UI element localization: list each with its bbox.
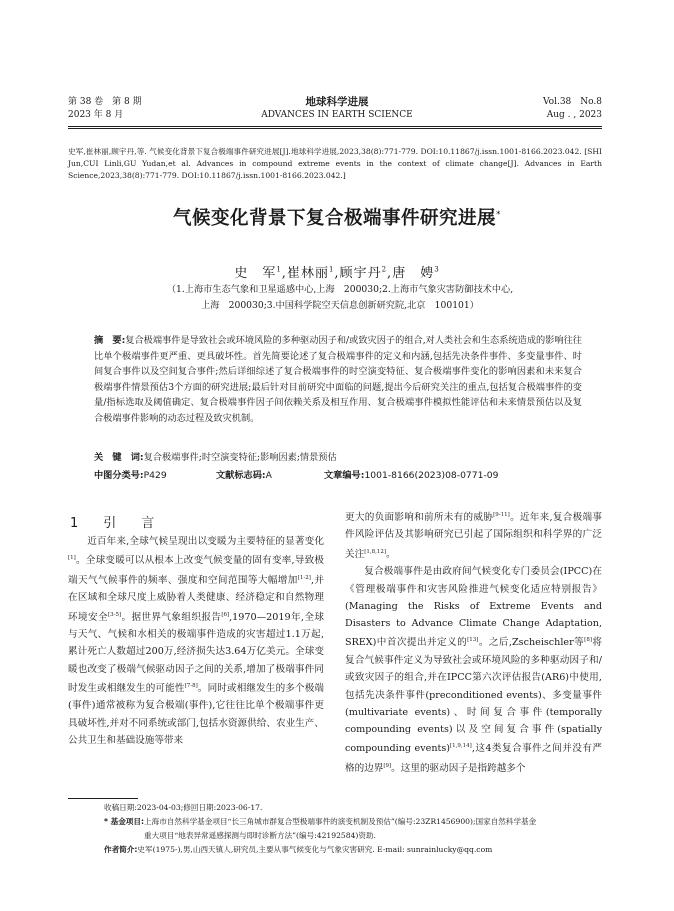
footnote-rule [68,798,138,799]
reference-mark: [1,8,12] [364,548,386,555]
author-affiliation-mark: 3 [434,265,440,274]
body-text: 。近年来,复合极端事件风险评估及其影响研究已引起了国际组织和科学界的广泛关注 [345,512,602,560]
author-bio-label: 作者简介: [104,845,138,854]
body-text: 将复合气候事件定义为导致社会或环境风险的多种驱动因子和/或致灾因子的组合,并在IPCC第六次评估报告(AR6)中使用,包括先决条件事件(preconditioned events)、多变量事件(multivariate events)、时间复合事件(temporally compounding events)以及空间复合事件(spatially compounding events) [345,637,603,755]
keywords-label: 关 键 词: [94,452,144,463]
body-text: 。据世界气象组织报告 [121,611,222,623]
affiliations [120,282,560,314]
reference-mark: [13] [467,637,479,644]
abstract-text: 复合极端事件是导致社会或环境风险的多种驱动因子和/或致灾因子的组合,对人类社会和生态系统造成的影响往往比单个极端事件更严重、更具破坏性。首先简要论述了复合极端事件的定义和内涵,包括先决条件事件、多变量事件、时间复合事件以及空间复合事件;然后详细综述了复合极端事件的时空演变特征、复合极端事件变化的影响因素和未来复合极端事件情景预估3个方面的研究进展;最后针对目前研究中面临的问题,提出今后研究关注的重点,包括复合极端事件的变量/指标选取及阈值确定、复合极端事件因子间依赖关系及相互作用、复合极端事件模拟性能评估和未来情景预估以及复合极端事件影响的动态过程及致灾机制。 [94,335,582,424]
author-bio-text: 史军(1975-),男,山西天镇人,研究员,主要从事气候变化与气象灾害研究. E-mail: sunrainlucky@qq.com [137,845,493,854]
author-bio [104,843,602,857]
volume-line-en: Vol.38 No.8 [542,97,602,107]
body-text: 。全球变暖可以从根本上改变气候变量的固有变率,导致极端天气气候事件的频率、强度和空间范围等大幅增加 [68,555,324,586]
reference-mark: [3-5] [107,611,122,618]
body-paragraph [345,563,602,777]
body-text: ,这4类复合事件之间并没有严格的边界 [345,743,602,775]
body-text: ,1970—2019年,全球与天气、气候和水相关的极端事件造成的灾害超过1.1万起,累计死亡人数超过200万,经济损失达3.64万亿美元。全球变暖也改变了极端气候驱动因子之间的关系,增加了极端事件同时发生或相继发生的可能性 [68,611,324,695]
body-paragraph [68,533,324,749]
classification-line [94,468,582,483]
reference-mark: [8] [584,637,592,644]
doc-code-label: 文献标志码: [216,470,266,481]
body-paragraph [345,507,602,563]
reference-mark: [6] [221,611,230,618]
keywords [94,450,582,465]
article-number-value: 1001-8166(2023)08-0771-09 [364,470,499,481]
body-text: 。同时或相继发生的多个极端(事件)通常被称为复合极端(事件),它往往比单个极端事件更具破坏性,并对不同系统或部门,包括水资源供给、农业生产、公共卫生和基础设施等带来 [68,683,325,747]
reference-mark: [1-2] [297,574,311,581]
article-number-label: 文章编号: [324,470,365,481]
date-line-en: Aug . , 2023 [546,110,602,120]
reference-mark: [7-8] [184,682,198,689]
body-text: 近百年来,全球气候呈现出以变暖为主要特征的显著变化 [87,536,324,547]
reference-mark: [9-11] [493,512,510,518]
fund-info-continued: 重大项目“地表异常遥感探测与即时诊断方法”(编号:42192584)资助. [144,831,376,840]
journal-title-cn: 地球科学进展 [305,96,369,108]
body-text: 。这里的驱动因子是指跨越多个 [391,763,526,775]
author-list: 史 军$^1$,崔林丽$^1$,顾宇丹$^2$,唐 娉$^3$ [234,265,440,281]
received-date: 收稿日期:2023-04-03;修回日期:2023-06-17. [104,803,263,812]
journal-title-en: ADVANCES IN EARTH SCIENCE [261,110,413,120]
paper-title [0,204,674,230]
body-text: 。之后,Zscheischler等 [478,637,585,649]
volume-line: 第 38 卷 第 8 期 [68,97,142,107]
body-column-right [345,507,602,777]
clc-label: 中图分类号: [94,470,144,481]
reference-mark: [1,9,14] [450,743,472,750]
reference-mark: [1] [68,555,76,562]
date-line: 2023 年 8 月 [68,110,124,120]
fund-label: * 基金项目: [104,817,145,826]
header-rule [68,126,602,127]
author: 史 军 [234,266,277,281]
author: 顾宇丹 [339,266,382,281]
reference-mark: [9] [383,762,392,769]
author-affiliation-mark: 2 [381,265,388,274]
body-text: ,并在区域和全球尺度上威胁着人类健康、经济稳定和自然物理环境安全 [68,574,324,623]
fund-text: 上海市自然科学基金项目“长三角城市群复合型极端事件的演变机制及预估”(编号:23ZR1456900);国家自然科学基金 [144,817,537,826]
paper-title-text: 气候变化背景下复合极端事件研究进展 [172,208,496,229]
keywords-text: 复合极端事件;时空演变特征;影响因素;情景预估 [143,452,337,463]
title-footnote-mark: * [496,209,501,220]
abstract-label: 摘 要: [94,335,126,346]
citation: 史军,崔林丽,顾宇丹,等. 气候变化背景下复合极端事件研究进展[J].地球科学进展,2023,38(8):771-779. DOI:10.11867/j.issn.1001-8166.2023.042. [SHI Jun,CUI Linli,GU Yudan,et al. Advances in compound extreme events in the context of climate change[J]. Advances in Earth Science,2023,38(8):771-779. DOI:10.11867/j.issn.1001-8166.2023.042.] [68,147,602,180]
body-text: 。 [385,548,396,560]
journal-volume-issue-en [543,96,602,122]
body-column-left [68,533,324,749]
author-affiliation-mark: 1 [276,265,282,274]
author: 唐 娉 [392,266,435,281]
body-text: 更大的负面影响和前所未有的威胁 [345,512,494,524]
affiliation-line: 上海 200030;3.中国科学院空天信息创新研究院,北京 100101） [201,300,479,311]
section-heading: 1 引 言 [70,516,161,531]
abstract [94,333,582,426]
author: 崔林丽 [286,266,329,281]
doc-code-value: A [265,470,272,481]
fund-info [104,815,602,829]
body-text: 复合极端事件是由政府间气候变化专门委员会(IPCC)在《管理极端事件和灾害风险推进气候变化适应特别报告》(Managing the Risks of Extreme Events and Disasters to Advance Climate Change Adaptation, SREX)中首次提出并定义的 [345,566,602,649]
header-rule-thin [68,128,602,129]
author-affiliation-mark: 1 [328,265,335,274]
clc-value: P429 [143,470,167,481]
affiliation-line: （1.上海市生态气象和卫星遥感中心,上海 200030;2.上海市气象灾害防御技术中心, [166,284,514,295]
footnotes [104,801,602,857]
